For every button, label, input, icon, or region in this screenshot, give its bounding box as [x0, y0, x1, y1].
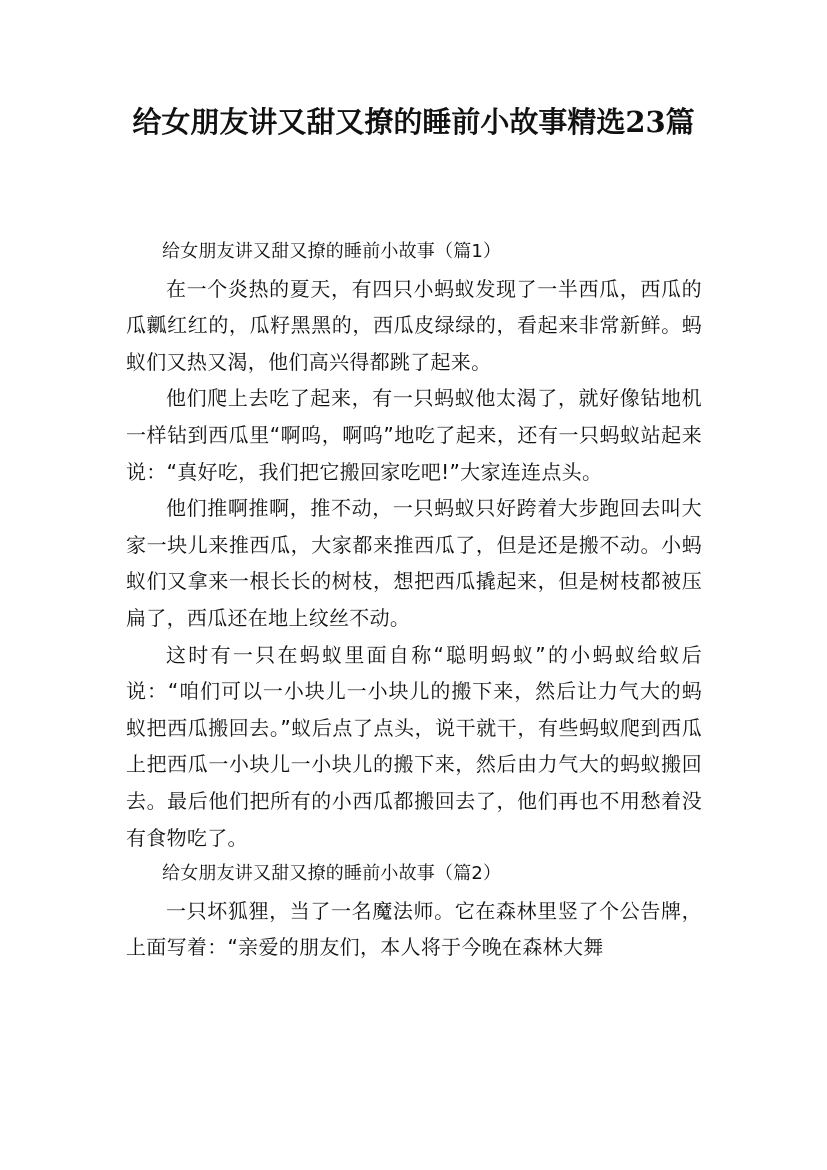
story-1-paragraph-1: 在一个炎热的夏天，有四只小蚂蚁发现了一半西瓜，西瓜的瓜瓤红红的，瓜籽黑黑的，西瓜皮绿绿的，看起来非常新鲜。蚂蚁们又热又渴，他们高兴得都跳了起来。: [126, 276, 702, 374]
document-title: 给女朋友讲又甜又撩的睡前小故事精选23篇: [132, 105, 695, 139]
story-1-heading: 给女朋友讲又甜又撩的睡前小故事（篇1）: [162, 241, 502, 262]
story-2-heading: 给女朋友讲又甜又撩的睡前小故事（篇2）: [162, 863, 502, 885]
story-1-paragraph-3: 他们推啊推啊，推不动，一只蚂蚁只好跨着大步跑回去叫大家一块儿来推西瓜，大家都来推西瓜了，但是还是搬不动。小蚂蚁们又拿来一根长长的树枝，想把西瓜撬起来，但是树枝都被压扁了，西瓜还在地上纹丝不动。: [126, 496, 702, 630]
story-1-paragraph-4: 这时有一只在蚂蚁里面自称“聪明蚂蚁”的小蚂蚁给蚁后说：“咱们可以一小块儿一小块儿的搬下来，然后让力气大的蚂蚁把西瓜搬回去。”蚁后点了点头，说干就干，有些蚂蚁爬到西瓜上把西瓜一小块儿一小块儿的搬下来，然后由力气大的蚂蚁搬回去。最后他们把所有的小西瓜都搬回去了，他们再也不用愁着没有食物吃了。: [126, 642, 702, 850]
document-body: [126, 234, 702, 966]
story-2-paragraph-1: 一只坏狐狸，当了一名魔法师。它在森林里竖了个公告牌，上面写着：“亲爱的朋友们，本人将于今晚在森林大舞: [126, 898, 702, 960]
story-1-paragraph-2: 他们爬上去吃了起来，有一只蚂蚁他太渴了，就好像钻地机一样钻到西瓜里“啊呜，啊呜”地吃了起来，还有一只蚂蚁站起来说：“真好吃，我们把它搬回家吃吧!”大家连连点头。: [126, 386, 702, 484]
